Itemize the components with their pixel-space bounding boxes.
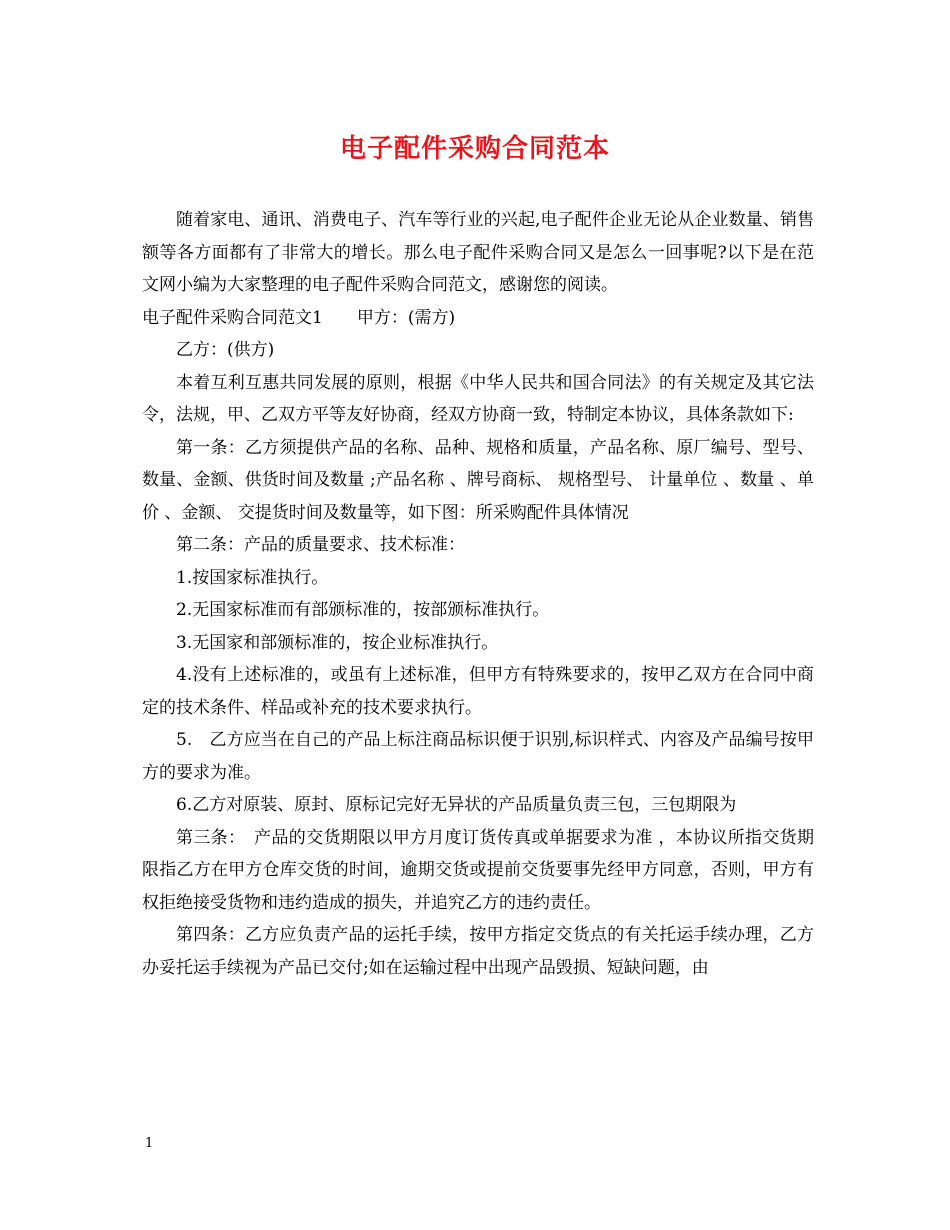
article-2-item-5: 5. 乙方应当在自己的产品上标注商品标识便于识别,标识样式、内容及产品编号按甲方的要求为准。: [142, 730, 814, 783]
article-1-paragraph: 第一条：乙方须提供产品的名称、品种、规格和质量，产品名称、原厂编号、型号、数量、金额、供货时间及数量 ;产品名称 、牌号商标、 规格型号、 计量单位 、数量 、单价 、金额、 交提货时间及数量等，如下图：所采购配件具体情况: [142, 437, 814, 523]
article-3-paragraph: 第三条： 产品的交货期限以甲方月度订货传真或单据要求为准 ，本协议所指交货期限指乙方在甲方仓库交货的时间，逾期交货或提前交货要事先经甲方同意，否则，甲方有权拒绝接受货物和违约造成的损失，并追究乙方的违约责任。: [142, 827, 814, 913]
page-number: 1: [145, 1136, 154, 1151]
document-title: 电子配件采购合同范本: [339, 134, 610, 164]
article-4-paragraph: 第四条：乙方应负责产品的运托手续，按甲方指定交货点的有关托运手续办理，乙方办妥托运手续视为产品已交付;如在运输过程中出现产品毁损、短缺问题，由: [142, 925, 814, 978]
preamble-paragraph: 本着互利互惠共同发展的原则，根据《中华人民共和国合同法》的有关规定及其它法令，法规，甲、乙双方平等友好协商，经双方协商一致，特制定本协议，具体条款如下:: [142, 372, 814, 425]
intro-paragraph: 随着家电、通讯、消费电子、汽车等行业的兴起,电子配件企业无论从企业数量、销售额等各方面都有了非常大的增长。那么电子配件采购合同又是怎么一回事呢?以下是在范文网小编为大家整理的电子配件采购合同范文，感谢您的阅读。: [142, 210, 814, 295]
article-2-item-6: 6.乙方对原装、原封、原标记完好无异状的产品质量负责三包，三包期限为: [176, 795, 737, 815]
article-2-item-3: 3.无国家和部颁标准的，按企业标准执行。: [176, 632, 499, 653]
party-b-line: 乙方：(供方): [176, 340, 275, 360]
article-2-item-1: 1.按国家标准执行。: [176, 567, 329, 588]
article-2-item-2: 2.无国家标准而有部颁标准的，按部颁标准执行。: [176, 600, 550, 620]
article-2-item-4: 4.没有上述标准的，或虽有上述标准，但甲方有特殊要求的，按甲乙双方在合同中商定的技术条件、样品或补充的技术要求执行。: [142, 665, 814, 718]
document-body: [142, 204, 814, 984]
article-2-heading: 第二条：产品的质量要求、技术标准：: [176, 535, 465, 555]
contract-heading-line: 电子配件采购合同范文1 甲方：(需方): [142, 307, 456, 328]
